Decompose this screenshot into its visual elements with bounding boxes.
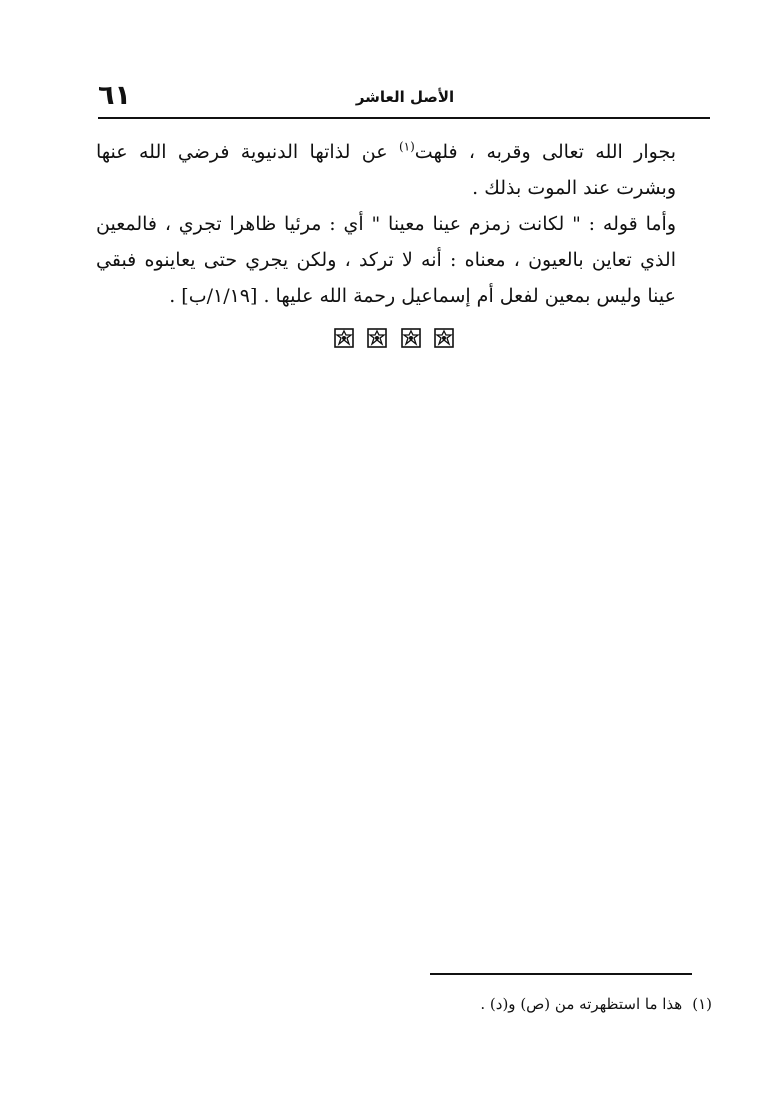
page-number: ٦١ [98,80,131,111]
footnote [300,992,712,1016]
running-title: الأصل العاشر [355,88,455,106]
body-text [96,134,676,314]
section-ornaments [334,328,454,352]
star-ornament-icon [334,328,354,348]
footnote-number: (١) [692,995,712,1013]
footnote-text: هذا ما استظهرته من (ص) و(د) . [480,995,683,1013]
paragraph-1-start: بجوار الله تعالى وقربه ، فلهت [414,141,676,163]
star-ornament-icon [401,328,421,348]
star-ornament-icon [434,328,454,348]
paragraph-1 [96,134,676,206]
footnote-reference: (١) [398,139,415,154]
header-rule [98,117,710,119]
star-ornament-icon [367,328,387,348]
footnote-rule [430,973,692,975]
paragraph-2: وأما قوله : " لكانت زمزم عينا معينا " أي : مرئيا ظاهرا تجري ، فالمعين الذي تعاين بالعيون ، معناه : أنه لا تركد ، ولكن يجري حتى يعاينوه فبقي عينا وليس بمعين لفعل أم إسماعيل رحمة الله عليها . [١/١٩/ب] . [96,213,676,307]
paragraph-1-end: عن لذاتها الدنيوية فرضي الله عنها وبشرت عند الموت بذلك . [96,141,676,199]
